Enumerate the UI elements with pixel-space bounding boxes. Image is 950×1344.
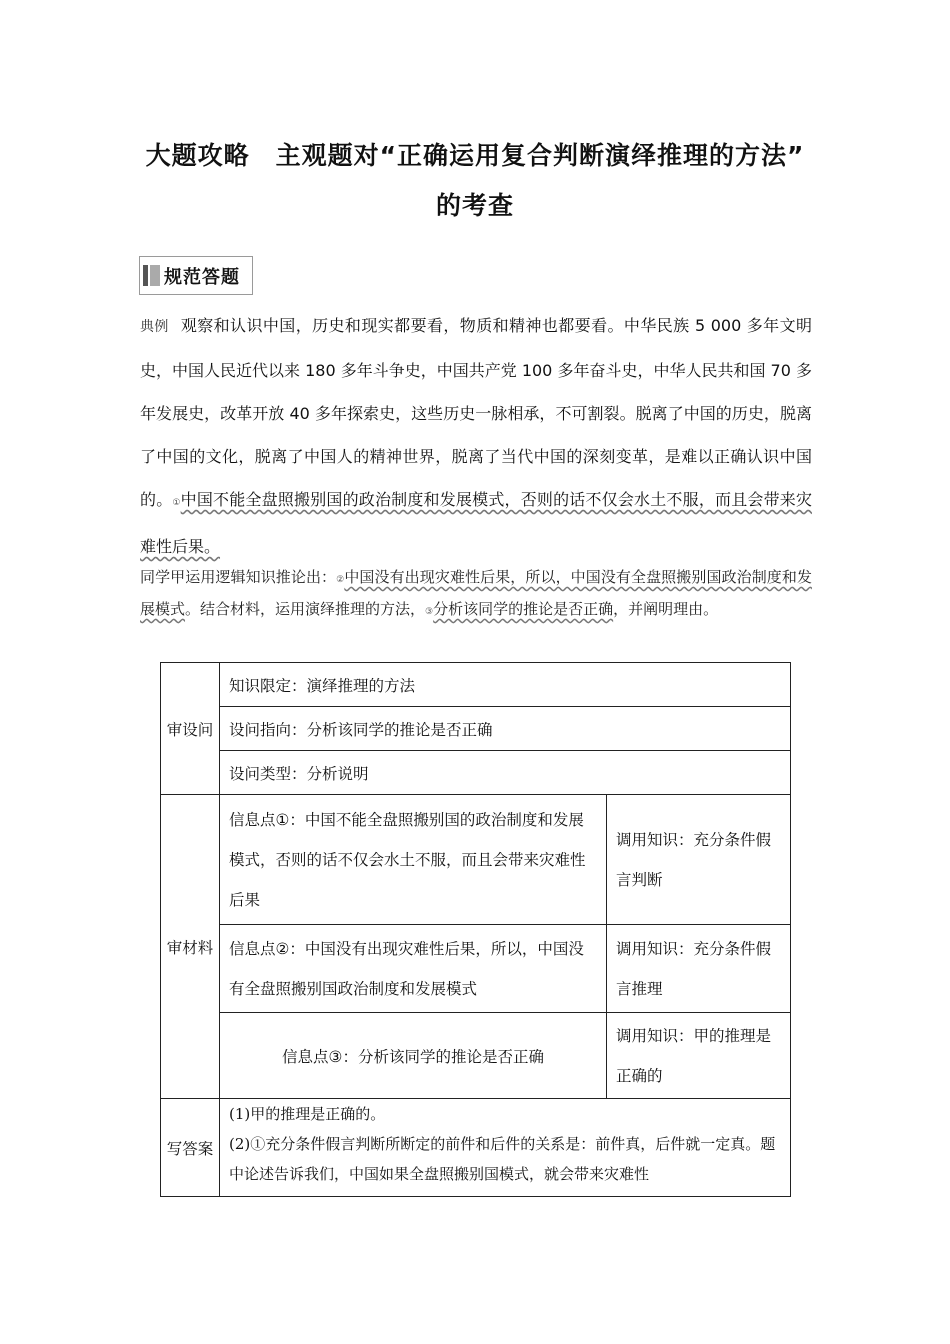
section-badge-label: 规范答题 <box>164 267 240 288</box>
info-point-2: 信息点②：中国没有出现灾难性后果，所以，中国没有全盘照搬别国政治制度和发展模式 <box>220 925 607 1013</box>
knowledge-1: 调用知识：充分条件假言判断 <box>607 795 791 925</box>
info-point-3: 信息点③：分析该同学的推论是否正确 <box>220 1013 607 1099</box>
knowledge-2: 调用知识：充分条件假言推理 <box>607 925 791 1013</box>
table-row <box>161 751 791 795</box>
marker-1: ① <box>172 498 181 508</box>
example-underlined-info: 中国不能全盘照搬别国的政治制度和发展模式，否则的话不仅会水土不服，而且会带来灾难性后果。 <box>140 490 812 556</box>
table-row <box>161 1013 791 1099</box>
question-underlined-2: 中国没有出现灾难性后果，所以，中国没有全盘照搬别国政治制度和发展模式 <box>140 568 812 618</box>
table-row <box>161 663 791 707</box>
table-row <box>161 795 791 925</box>
question-mid: 。结合材料，运用演绎推理的方法， <box>185 600 426 618</box>
marker-3: ③ <box>425 607 434 617</box>
question-post: ，并阐明理由。 <box>613 600 719 618</box>
header-shen-she-wen: 审设问 <box>161 663 220 795</box>
table-row <box>161 1099 791 1197</box>
table-row <box>161 707 791 751</box>
answer-cell <box>220 1099 791 1197</box>
answer-line-1: (1)甲的推理是正确的。 <box>229 1105 386 1123</box>
page-title-line2: 的考查 <box>435 191 514 220</box>
badge-bar-light <box>150 265 160 286</box>
analysis-table <box>160 662 791 1197</box>
she-wen-row-2: 设问指向：分析该同学的推论是否正确 <box>220 707 791 751</box>
header-shen-cai-liao: 审材料 <box>161 795 220 1099</box>
example-lead: 典例 <box>140 319 169 335</box>
section-badge <box>139 256 253 295</box>
question-paragraph <box>140 563 812 627</box>
she-wen-row-3: 设问类型：分析说明 <box>220 751 791 795</box>
badge-bar-dark <box>143 265 148 286</box>
info-point-1: 信息点①：中国不能全盘照搬别国的政治制度和发展模式，否则的话不仅会水土不服，而且会带来灾难性后果 <box>220 795 607 925</box>
she-wen-row-1: 知识限定：演绎推理的方法 <box>220 663 791 707</box>
marker-2: ② <box>336 575 345 585</box>
knowledge-3: 调用知识：甲的推理是正确的 <box>607 1013 791 1099</box>
page-title-line1: 大题攻略 主观题对“正确运用复合判断演绎推理的方法” <box>145 141 805 170</box>
question-underlined-3: 分析该同学的推论是否正确 <box>433 600 614 618</box>
example-text: 观察和认识中国，历史和现实都要看，物质和精神也都要看。中华民族 5 000 多年文明史，中国人民近代以来 180 多年斗争史，中国共产党 100 多年奋斗史，中华人民共和国 70 多年发展史，改革开放 40 多年探索史，这些历史一脉相承，不可割裂。脱离了中国的历史，脱离了中国的文化，脱离了中国人的精神世界，脱离了当代中国的深刻变革，是难以正确认识中国的。 <box>140 316 813 509</box>
header-xie-da-an: 写答案 <box>161 1099 220 1197</box>
question-pre: 同学甲运用逻辑知识推论出： <box>140 568 337 586</box>
answer-line-2: (2)①充分条件假言判断所断定的前件和后件的关系是：前件真，后件就一定真。题中论述告诉我们，中国如果全盘照搬别国模式，就会带来灾难性 <box>229 1135 776 1183</box>
table-row <box>161 925 791 1013</box>
example-paragraph <box>140 304 812 568</box>
